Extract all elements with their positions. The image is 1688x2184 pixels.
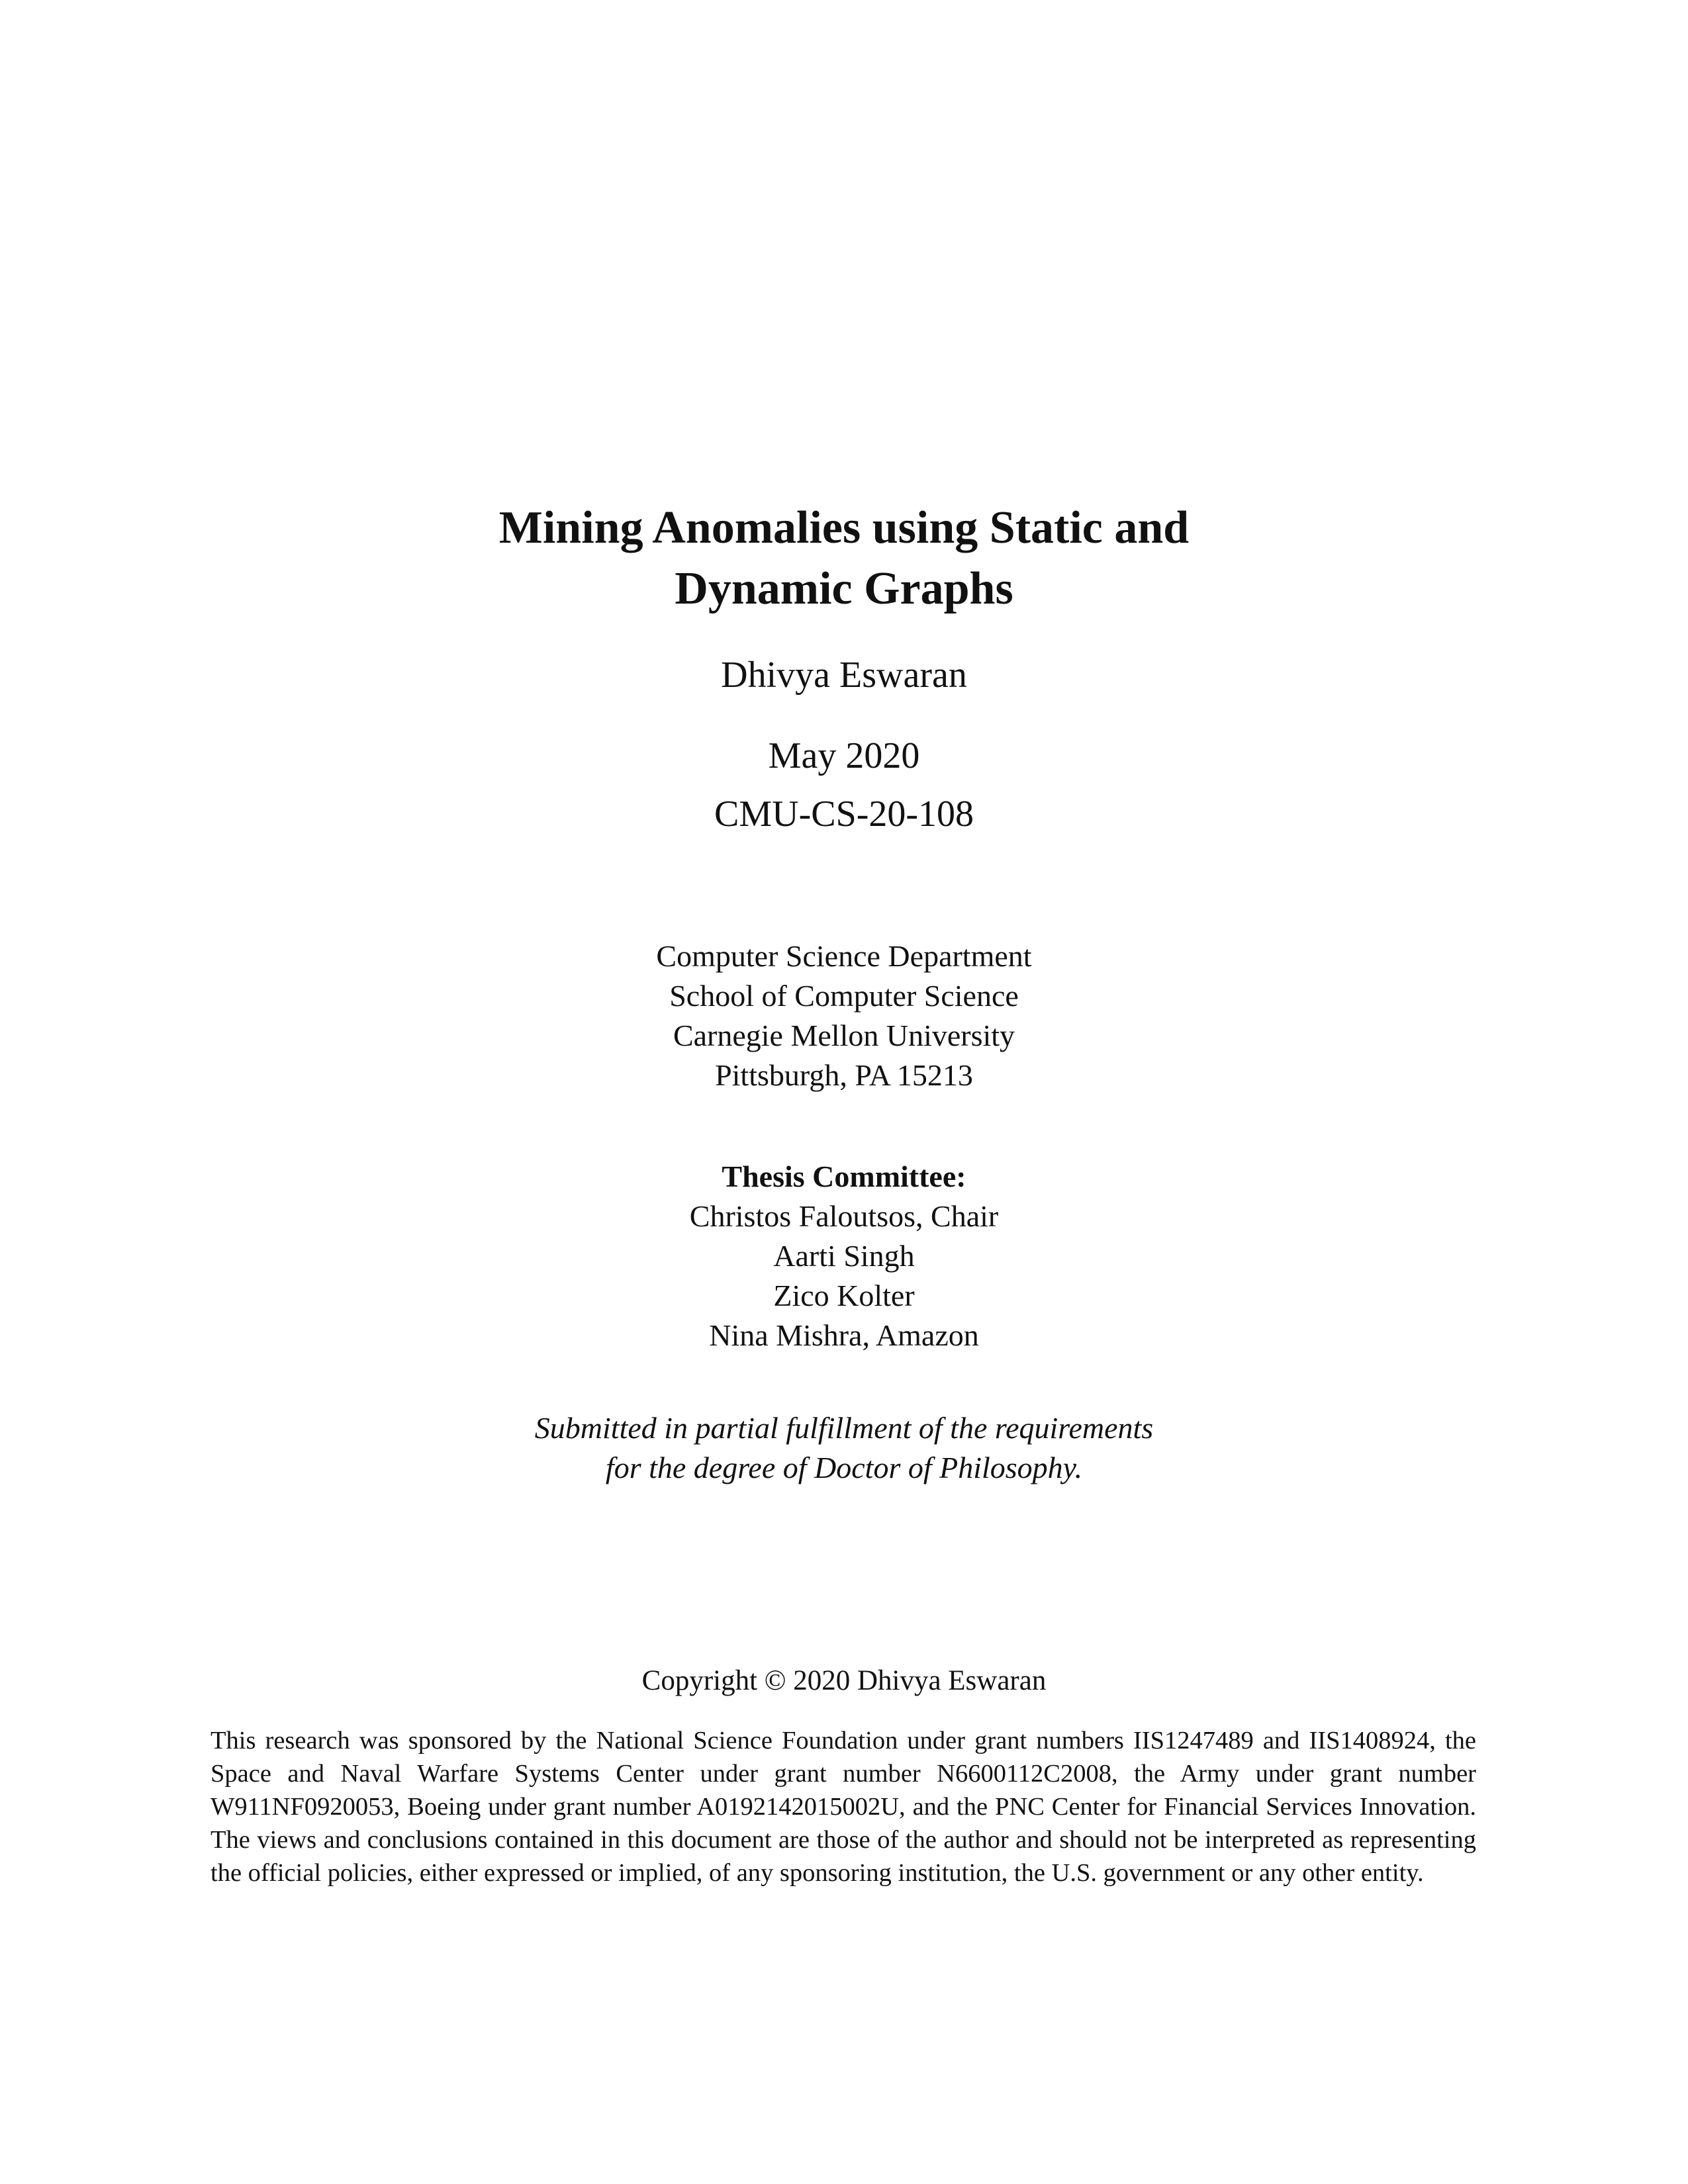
degree-statement <box>0 1408 1688 1488</box>
report-number: CMU-CS-20-108 <box>714 794 974 835</box>
author-name: Dhivya Eswaran <box>721 655 967 696</box>
committee-member: Aarti Singh <box>773 1239 915 1273</box>
thesis-title <box>0 498 1688 619</box>
funding-disclaimer: This research was sponsored by the National Science Foundation under grant numbers IIS1247489 and IIS1408924, the Space and Naval Warfare Systems Center under grant number N6600112C2008, the Army under grant number W911NF0920053, Boeing under grant number A0192142015002U, and the PNC Center for Financial Services Innovation. The views and conclusions contained in this document are those of the author and should not be interpreted as representing the official policies, either expressed or implied, of any sponsoring institution, the U.S. government or any other entity. <box>211 1727 1476 1887</box>
thesis-committee <box>0 1157 1688 1355</box>
degree-statement-line-2: for the degree of Doctor of Philosophy. <box>605 1451 1083 1484</box>
committee-member: Nina Mishra, Amazon <box>709 1318 979 1352</box>
committee-member: Christos Faloutsos, Chair <box>689 1199 999 1233</box>
university: Carnegie Mellon University <box>673 1019 1015 1052</box>
committee-heading: Thesis Committee: <box>722 1160 966 1193</box>
address: Pittsburgh, PA 15213 <box>715 1058 973 1092</box>
degree-statement-line-1: Submitted in partial fulfillment of the requirements <box>534 1411 1154 1445</box>
thesis-title-line-2: Dynamic Graphs <box>675 563 1013 614</box>
committee-member: Zico Kolter <box>773 1279 915 1312</box>
school: School of Computer Science <box>669 979 1019 1013</box>
copyright-notice: Copyright © 2020 Dhivya Eswaran <box>641 1665 1047 1696</box>
publication-date: May 2020 <box>768 735 920 776</box>
affiliation-block <box>0 936 1688 1095</box>
department: Computer Science Department <box>656 939 1032 973</box>
thesis-title-line-1: Mining Anomalies using Static and <box>498 502 1190 553</box>
